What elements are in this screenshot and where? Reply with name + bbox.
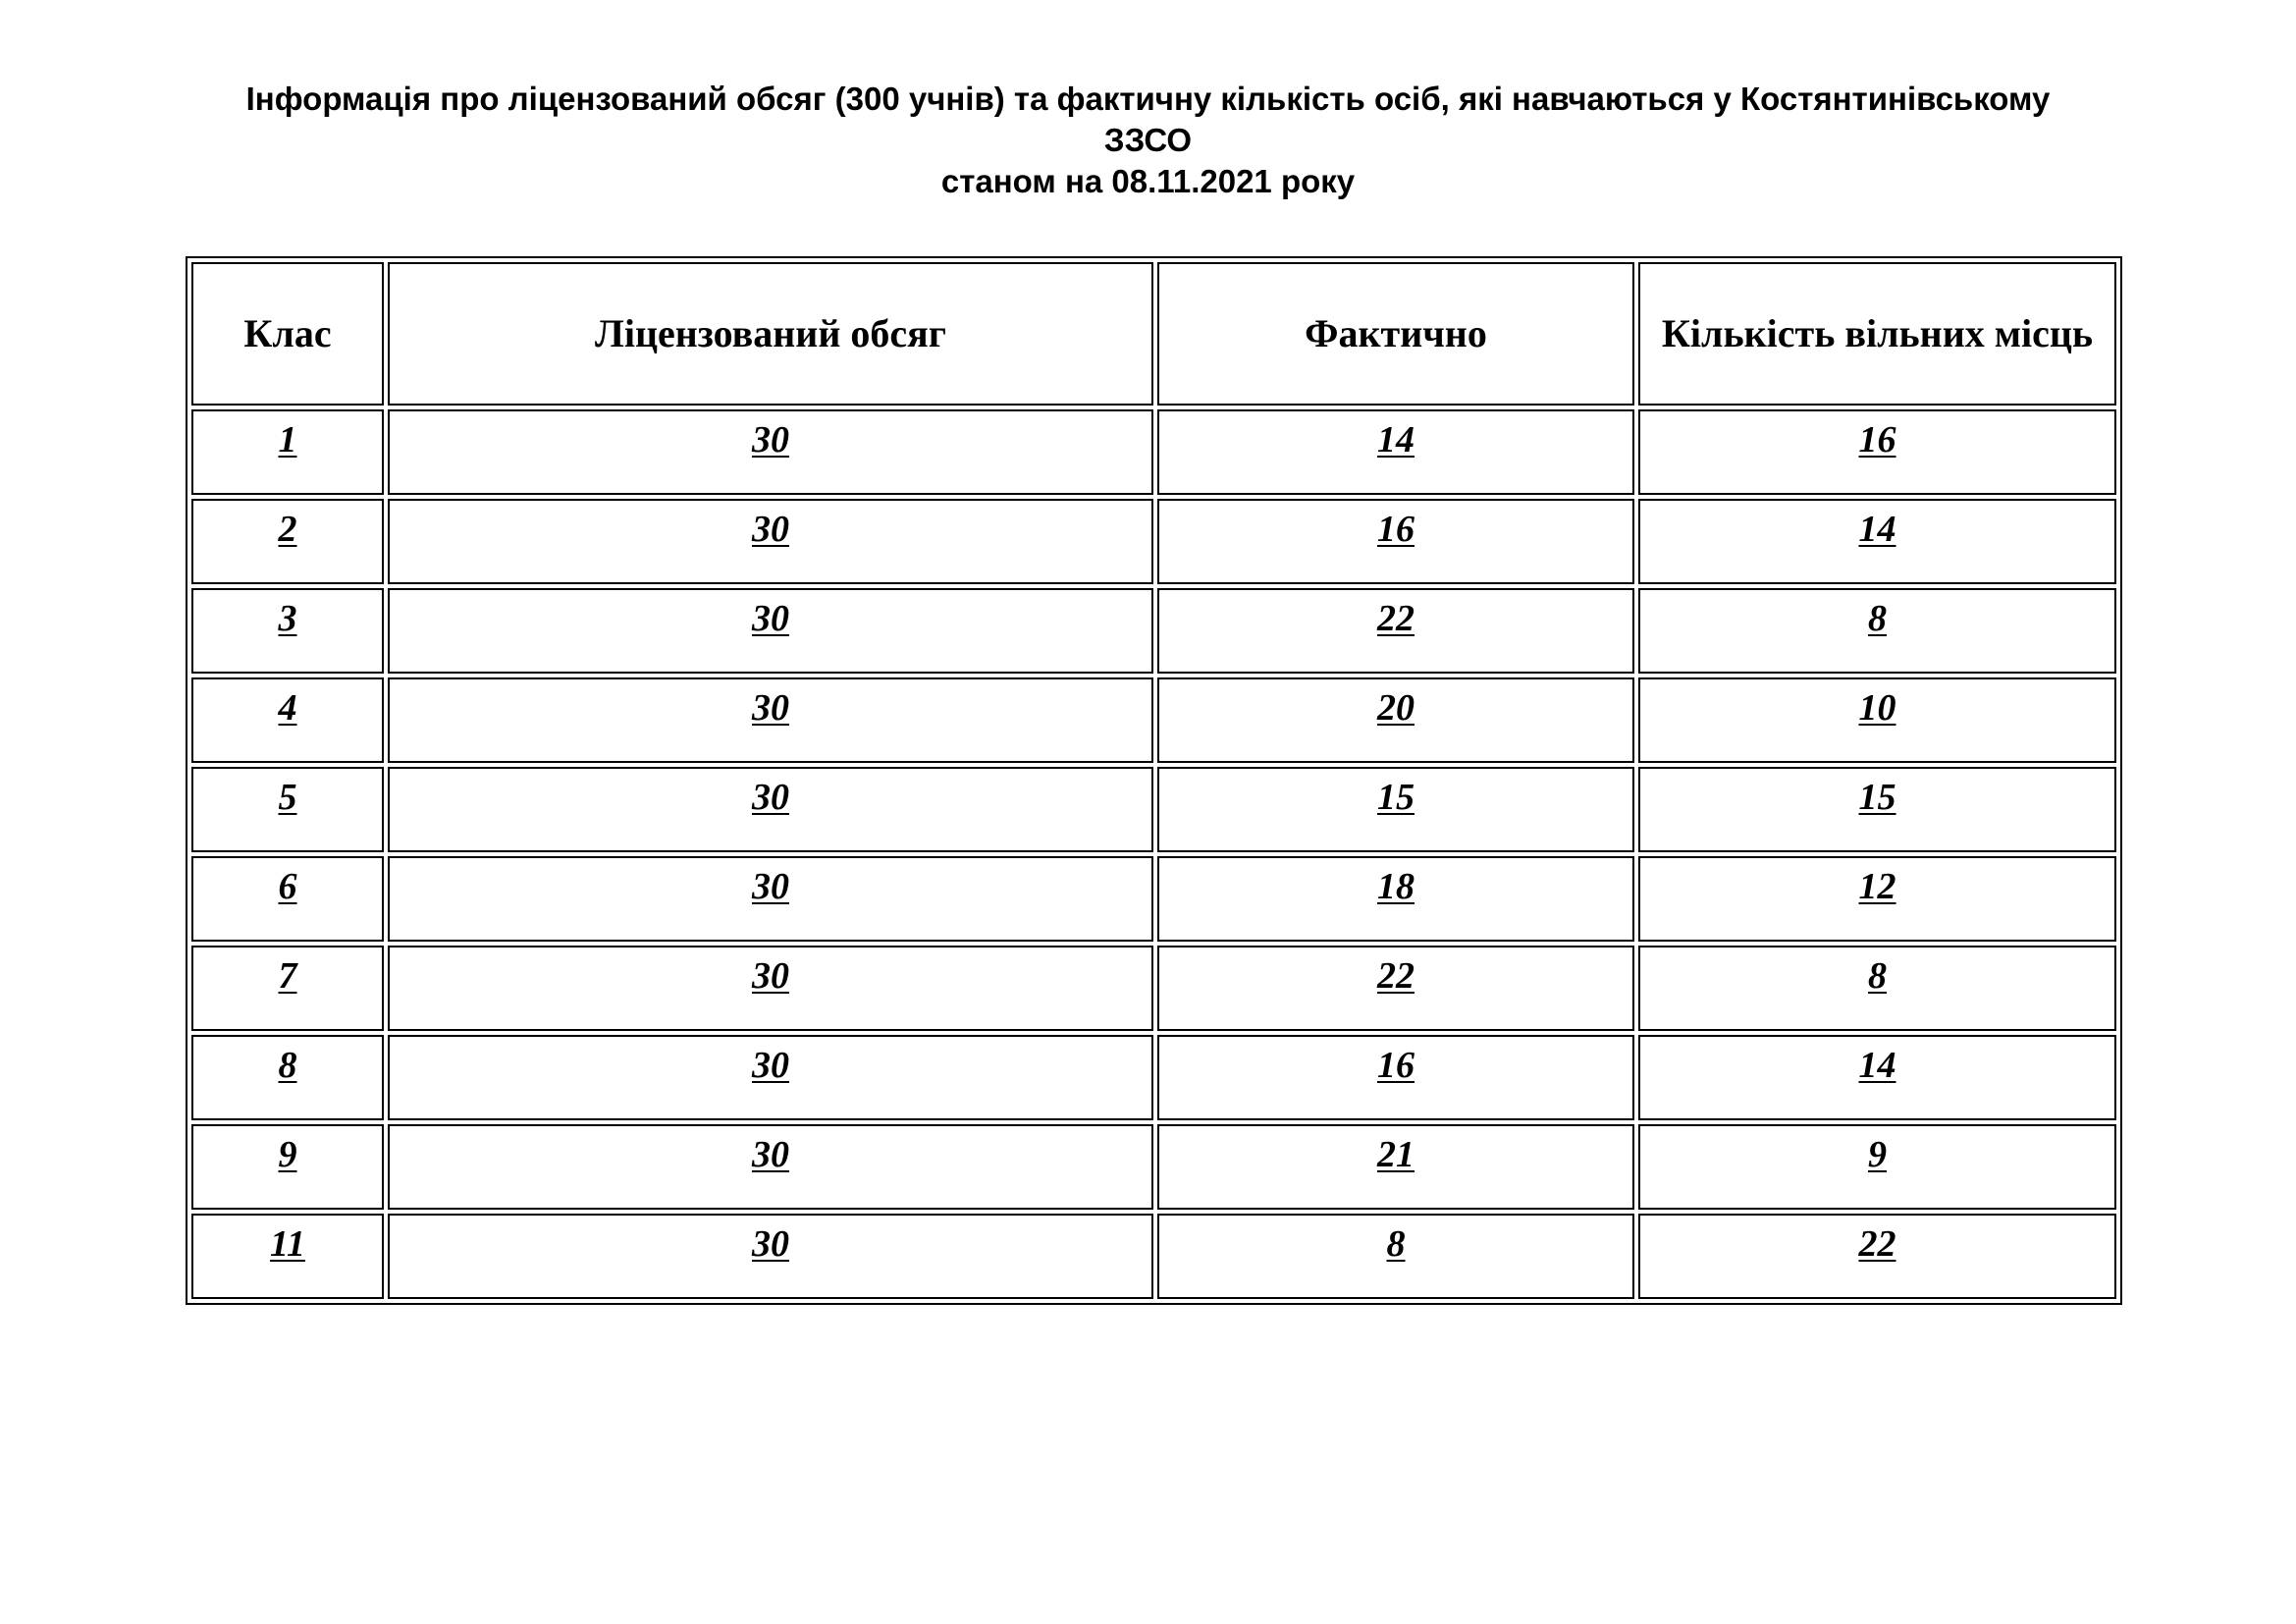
- cell-free: [1638, 677, 2116, 763]
- cell-licensed: [388, 499, 1153, 584]
- cell-licensed: [388, 1124, 1153, 1210]
- cell-actual: [1157, 677, 1634, 763]
- title-line-1: Інформація про ліцензований обсяг (300 учнів) та фактичну кількість осіб, які навчаються у Костянтинівському: [245, 81, 2051, 117]
- class-value: 6: [278, 866, 297, 907]
- cell-class: [191, 1035, 384, 1120]
- free-value: 16: [1858, 419, 1896, 460]
- cell-free: [1638, 588, 2116, 674]
- header-class: Клас: [191, 262, 384, 406]
- actual-value: 8: [1386, 1223, 1406, 1265]
- title-line-2: ЗЗСО: [1103, 122, 1193, 158]
- class-value: 3: [278, 598, 297, 639]
- actual-value: 14: [1377, 419, 1415, 460]
- cell-actual: [1157, 588, 1634, 674]
- licensed-value: 30: [752, 687, 789, 729]
- header-actual: Фактично: [1157, 262, 1634, 406]
- enrollment-table: [186, 256, 2122, 1305]
- cell-licensed: [388, 856, 1153, 942]
- class-value: 7: [278, 955, 297, 997]
- table-row: [191, 1124, 2116, 1210]
- class-value: 1: [278, 419, 297, 460]
- cell-class: [191, 409, 384, 495]
- free-value: 9: [1868, 1134, 1887, 1175]
- licensed-value: 30: [752, 777, 789, 818]
- cell-actual: [1157, 946, 1634, 1031]
- cell-licensed: [388, 946, 1153, 1031]
- document-title: [98, 79, 2198, 202]
- cell-free: [1638, 1035, 2116, 1120]
- class-value: 5: [278, 777, 297, 818]
- table-row: [191, 499, 2116, 584]
- table-row: [191, 1214, 2116, 1299]
- cell-actual: [1157, 1124, 1634, 1210]
- cell-licensed: [388, 767, 1153, 852]
- class-value: 8: [278, 1045, 297, 1086]
- cell-class: [191, 588, 384, 674]
- licensed-value: 30: [752, 419, 789, 460]
- table-row: [191, 946, 2116, 1031]
- cell-actual: [1157, 1214, 1634, 1299]
- actual-value: 21: [1377, 1134, 1415, 1175]
- class-value: 4: [278, 687, 297, 729]
- cell-free: [1638, 409, 2116, 495]
- table-row: [191, 677, 2116, 763]
- cell-licensed: [388, 588, 1153, 674]
- table-row: [191, 409, 2116, 495]
- licensed-value: 30: [752, 1045, 789, 1086]
- cell-free: [1638, 1124, 2116, 1210]
- cell-licensed: [388, 409, 1153, 495]
- title-line-3: станом на 08.11.2021 року: [940, 163, 1356, 199]
- class-value: 11: [270, 1223, 305, 1265]
- header-licensed-capacity: Ліцензований обсяг: [388, 262, 1153, 406]
- cell-actual: [1157, 499, 1634, 584]
- cell-class: [191, 677, 384, 763]
- cell-free: [1638, 767, 2116, 852]
- cell-class: [191, 946, 384, 1031]
- free-value: 12: [1858, 866, 1896, 907]
- free-value: 22: [1858, 1223, 1896, 1265]
- free-value: 15: [1858, 777, 1896, 818]
- cell-class: [191, 856, 384, 942]
- table-header-row: [191, 262, 2116, 406]
- cell-class: [191, 499, 384, 584]
- cell-licensed: [388, 677, 1153, 763]
- free-value: 8: [1868, 955, 1887, 997]
- cell-free: [1638, 1214, 2116, 1299]
- licensed-value: 30: [752, 955, 789, 997]
- actual-value: 15: [1377, 777, 1415, 818]
- cell-free: [1638, 946, 2116, 1031]
- cell-actual: [1157, 856, 1634, 942]
- cell-class: [191, 1214, 384, 1299]
- licensed-value: 30: [752, 866, 789, 907]
- cell-actual: [1157, 1035, 1634, 1120]
- actual-value: 16: [1377, 1045, 1415, 1086]
- actual-value: 16: [1377, 509, 1415, 550]
- licensed-value: 30: [752, 1223, 789, 1265]
- table-row: [191, 1035, 2116, 1120]
- free-value: 14: [1858, 509, 1896, 550]
- table-row: [191, 856, 2116, 942]
- class-value: 9: [278, 1134, 297, 1175]
- cell-actual: [1157, 409, 1634, 495]
- free-value: 14: [1858, 1045, 1896, 1086]
- cell-licensed: [388, 1035, 1153, 1120]
- cell-licensed: [388, 1214, 1153, 1299]
- class-value: 2: [278, 509, 297, 550]
- licensed-value: 30: [752, 598, 789, 639]
- cell-free: [1638, 856, 2116, 942]
- cell-class: [191, 767, 384, 852]
- actual-value: 22: [1377, 955, 1415, 997]
- header-free-places: Кількість вільних місць: [1638, 262, 2116, 406]
- actual-value: 22: [1377, 598, 1415, 639]
- actual-value: 18: [1377, 866, 1415, 907]
- cell-actual: [1157, 767, 1634, 852]
- cell-free: [1638, 499, 2116, 584]
- free-value: 10: [1858, 687, 1896, 729]
- free-value: 8: [1868, 598, 1887, 639]
- table-row: [191, 767, 2116, 852]
- licensed-value: 30: [752, 509, 789, 550]
- table-row: [191, 588, 2116, 674]
- actual-value: 20: [1377, 687, 1415, 729]
- cell-class: [191, 1124, 384, 1210]
- licensed-value: 30: [752, 1134, 789, 1175]
